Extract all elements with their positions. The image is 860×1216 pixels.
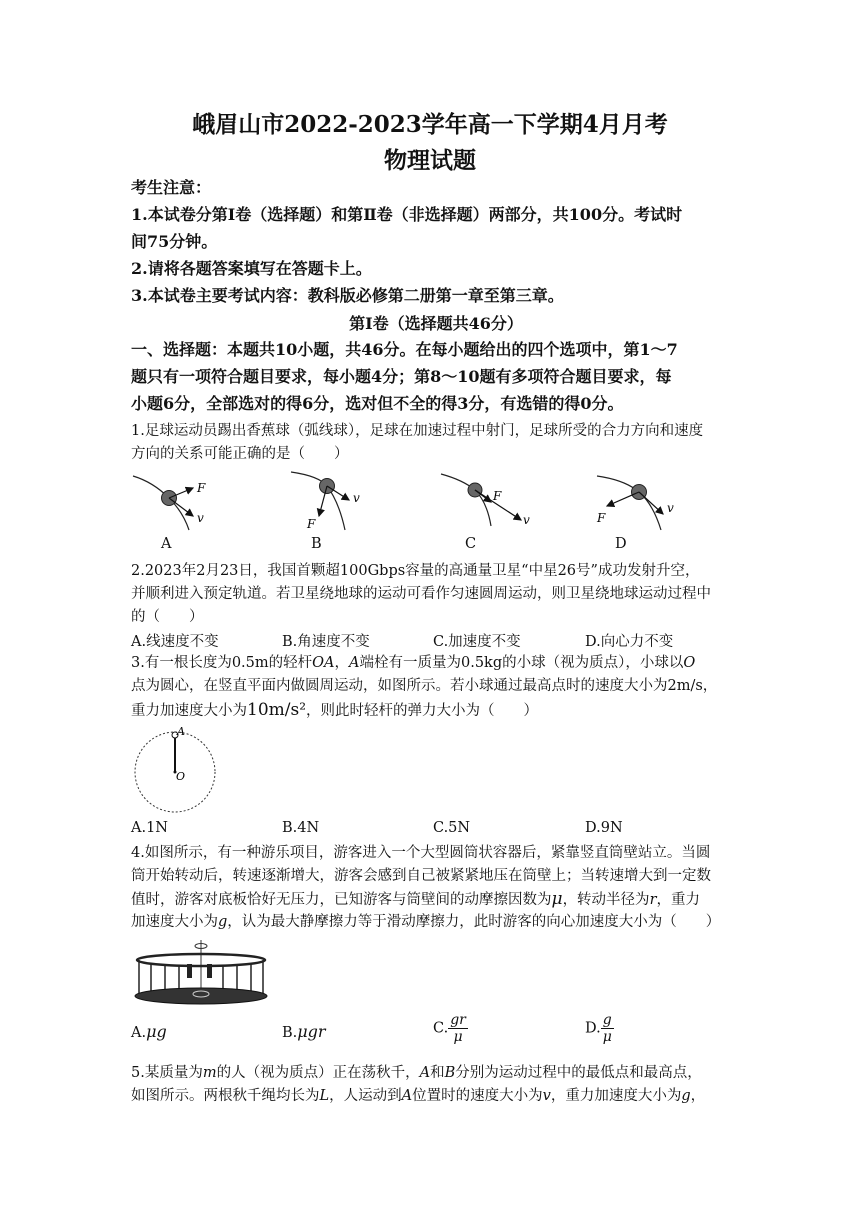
- q2-stem-line-2: 并顺利进入预定轨道。若卫星绕地球的运动可看作匀速圆周运动，则卫星绕地球运动过程中: [131, 586, 711, 602]
- q4-option-d: D. $\frac{g}{\mu}$: [585, 1012, 612, 1045]
- q1-b-force-label: F: [307, 517, 316, 531]
- q1-diagram-d: [596, 476, 674, 530]
- q1-d-force-label: F: [597, 511, 606, 525]
- q4-option-b: B.μgr: [282, 1022, 326, 1041]
- q1-c-force-label: F: [493, 489, 502, 503]
- q3-option-a: A.1N: [131, 820, 168, 836]
- q2-stem-line-1: 2.2023年2月23日，我国首颗超100Gbps容量的高通量卫星“中星26号”成功发射升空，: [131, 563, 700, 579]
- q1-diagram-a: [133, 476, 206, 530]
- exam-subtitle: 物理试题: [384, 147, 476, 174]
- q4-diagram: [131, 938, 271, 1008]
- q3-fig-label-o: O: [176, 770, 186, 783]
- q4-option-a: A.μg: [131, 1022, 167, 1041]
- q1-d-velocity-label: v: [667, 501, 674, 515]
- q1-a-velocity-label: v: [197, 511, 204, 525]
- q2-option-b: B.角速度不变: [282, 634, 370, 650]
- q1-b-velocity-label: v: [353, 491, 360, 505]
- q1-c-velocity-label: v: [523, 513, 530, 527]
- q4-stem-line-4: 加速度大小为g，认为最大静摩擦力等于滑动摩擦力，此时游客的向心加速度大小为（ ）: [131, 914, 721, 930]
- q3-option-c: C.5N: [433, 820, 471, 836]
- q1-diagram-c: [441, 474, 530, 527]
- q3-diagram: [131, 726, 217, 818]
- q3-stem-line-3: 重力加速度大小为10m/s²，则此时轻杆的弹力大小为（ ）: [131, 700, 539, 720]
- q4-option-c: C. $\frac{gr}{\mu}$: [433, 1012, 466, 1045]
- q3-fig-label-a: A: [177, 726, 185, 738]
- q1-label-c: C: [465, 536, 477, 552]
- q1-label-b: B: [311, 536, 322, 552]
- q1-stem-line-1: 1.足球运动员踢出香蕉球（弧线球），足球在加速过程中射门，足球所受的合力方向和速度: [131, 423, 704, 439]
- q1-label-a: A: [161, 536, 172, 552]
- q3-option-b: B.4N: [282, 820, 320, 836]
- section-1-intro-line-1: 一、选择题：本题共10小题，共46分。在每小题给出的四个选项中，第1～7: [131, 340, 678, 359]
- q1-label-d: D: [615, 536, 627, 552]
- q3-option-d: D.9N: [585, 820, 623, 836]
- q3-stem-line-1: 3.有一根长度为0.5m的轻杆OA，A端栓有一质量为0.5kg的小球（视为质点），小球以O: [131, 655, 696, 671]
- notice-heading: 考生注意：: [131, 178, 212, 197]
- q4-option-d-fraction: $\frac{g}{\mu}$: [602, 1012, 612, 1045]
- notice-item-1-line-2: 间75分钟。: [131, 232, 218, 251]
- section-1-title: 第Ⅰ卷（选择题共46分）: [349, 314, 523, 333]
- q4-stem-line-2: 筒开始转动后，转速逐渐增大，游客会感到自己被紧紧地压在筒壁上；当转速增大到一定数: [131, 868, 711, 884]
- q2-stem-line-3: 的（ ）: [131, 609, 204, 625]
- q2-option-c: C.加速度不变: [433, 634, 521, 650]
- q1-diagram-b: [291, 472, 360, 531]
- q2-option-a: A.线速度不变: [131, 634, 219, 650]
- q5-stem-line-2: 如图所示。两根秋千绳均长为L，人运动到A位置时的速度大小为v，重力加速度大小为g，: [131, 1088, 706, 1104]
- exam-title: 峨眉山市2022-2023学年高一下学期4月月考: [192, 111, 668, 138]
- q4-option-c-fraction: $\frac{gr}{\mu}$: [450, 1012, 466, 1045]
- q2-option-d: D.向心力不变: [585, 634, 674, 650]
- q1-diagrams: [131, 470, 731, 542]
- q3-stem-line-2: 点为圆心，在竖直平面内做圆周运动，如图所示。若小球通过最高点时的速度大小为2m/s，: [131, 678, 718, 694]
- notice-item-2: 2.请将各题答案填写在答题卡上。: [131, 259, 372, 278]
- q1-stem-line-2: 方向的关系可能正确的是（ ）: [131, 446, 349, 462]
- q4-stem-line-3: 值时，游客对底板恰好无压力，已知游客与筒壁间的动摩擦因数为μ，转动半径为r，重力: [131, 889, 700, 909]
- section-1-intro-line-2: 题只有一项符合题目要求，每小题4分；第8～10题有多项符合题目要求，每: [131, 367, 672, 386]
- q1-a-force-label: F: [197, 481, 206, 495]
- q4-stem-line-1: 4.如图所示，有一种游乐项目，游客进入一个大型圆筒状容器后，紧靠竖直筒壁站立。当圆: [131, 845, 711, 861]
- notice-item-3: 3.本试卷主要考试内容：教科版必修第二册第一章至第三章。: [131, 286, 564, 305]
- section-1-intro-line-3: 小题6分，全部选对的得6分，选对但不全的得3分，有选错的得0分。: [131, 394, 624, 413]
- notice-item-1-line-1: 1.本试卷分第Ⅰ卷（选择题）和第Ⅱ卷（非选择题）两部分，共100分。考试时: [131, 205, 683, 224]
- q5-stem-line-1: 5.某质量为m的人（视为质点）正在荡秋千，A和B分别为运动过程中的最低点和最高点，: [131, 1065, 702, 1081]
